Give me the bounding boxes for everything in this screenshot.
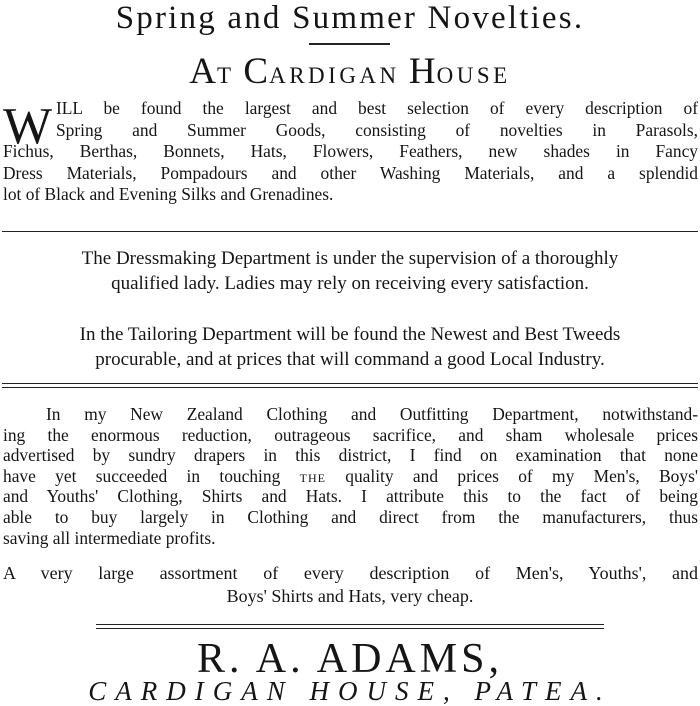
dressmaking-line: The Dressmaking Department is under the supervision of a thoroughly (81, 248, 619, 269)
emphasis-the: THE (299, 470, 326, 485)
intro-line: ILL be found the largest and best selection of every description of (56, 98, 698, 118)
heading-initial-h: H (408, 51, 437, 92)
advert-title: Spring and Summer Novelties. (115, 0, 585, 36)
intro-line: Spring and Summer Goods, consisting of novelties in Parasols, (56, 119, 698, 140)
assortment-line: A very large assortment of every description of Men's, Youths', and (3, 563, 698, 583)
footer-divider-bottom (96, 628, 604, 629)
store-location: CARDIGAN HOUSE, PATEA. (88, 676, 612, 706)
heading-rest-t: T (217, 63, 235, 88)
clothing-line: saving all intermediate profits. (3, 527, 216, 548)
title-rule (309, 43, 390, 45)
clothing-text: quality and prices of my Men's, Boys' (345, 465, 698, 486)
double-divider-bottom (2, 387, 698, 388)
clothing-line: In my New Zealand Clothing and Outfitting Department, notwithstand- (46, 404, 698, 424)
drop-cap: W (3, 98, 53, 155)
clothing-line: able to buy largely in Clothing and direct from the manufacturers, thus (3, 507, 698, 527)
clothing-line: ing the enormous reduction, outrageous sacrifice, and sham wholesale prices (3, 424, 698, 445)
assortment-line: Boys' Shirts and Hats, very cheap. (226, 586, 474, 606)
proprietor-name: R. A. ADAMS, (197, 636, 503, 682)
heading-rest-ardigan: ARDIGAN (269, 63, 400, 88)
clothing-line (3, 466, 698, 489)
intro-line: Dress Materials, Pompadours and other Washing Materials, and a splendid (3, 162, 698, 183)
tailoring-line: In the Tailoring Department will be found the Newest and Best Tweeds (79, 324, 621, 345)
heading-initial-a: A (189, 51, 218, 92)
heading-rest-ouse: OUSE (436, 63, 511, 88)
clothing-text: have yet succeeded in touching (3, 465, 281, 486)
intro-line: lot of Black and Evening Silks and Grenadines. (3, 184, 334, 204)
intro-line: Fichus, Berthas, Bonnets, Hats, Flowers, Feathers, new shades in Fancy (3, 141, 698, 161)
clothing-line: and Youths' Clothing, Shirts and Hats. I attribute this to the fact of being (3, 486, 698, 507)
clothing-line: advertised by sundry drapers in this district, I find on examination that none (3, 445, 698, 466)
section-divider (2, 231, 698, 232)
store-heading (0, 52, 700, 96)
footer-divider-top (96, 624, 604, 625)
tailoring-line: procurable, and at prices that will command a good Local Industry. (95, 349, 605, 370)
heading-initial-c: C (243, 51, 270, 92)
dressmaking-line: qualified lady. Ladies may rely on receiving every satisfaction. (111, 273, 589, 294)
double-divider-top (2, 383, 698, 384)
